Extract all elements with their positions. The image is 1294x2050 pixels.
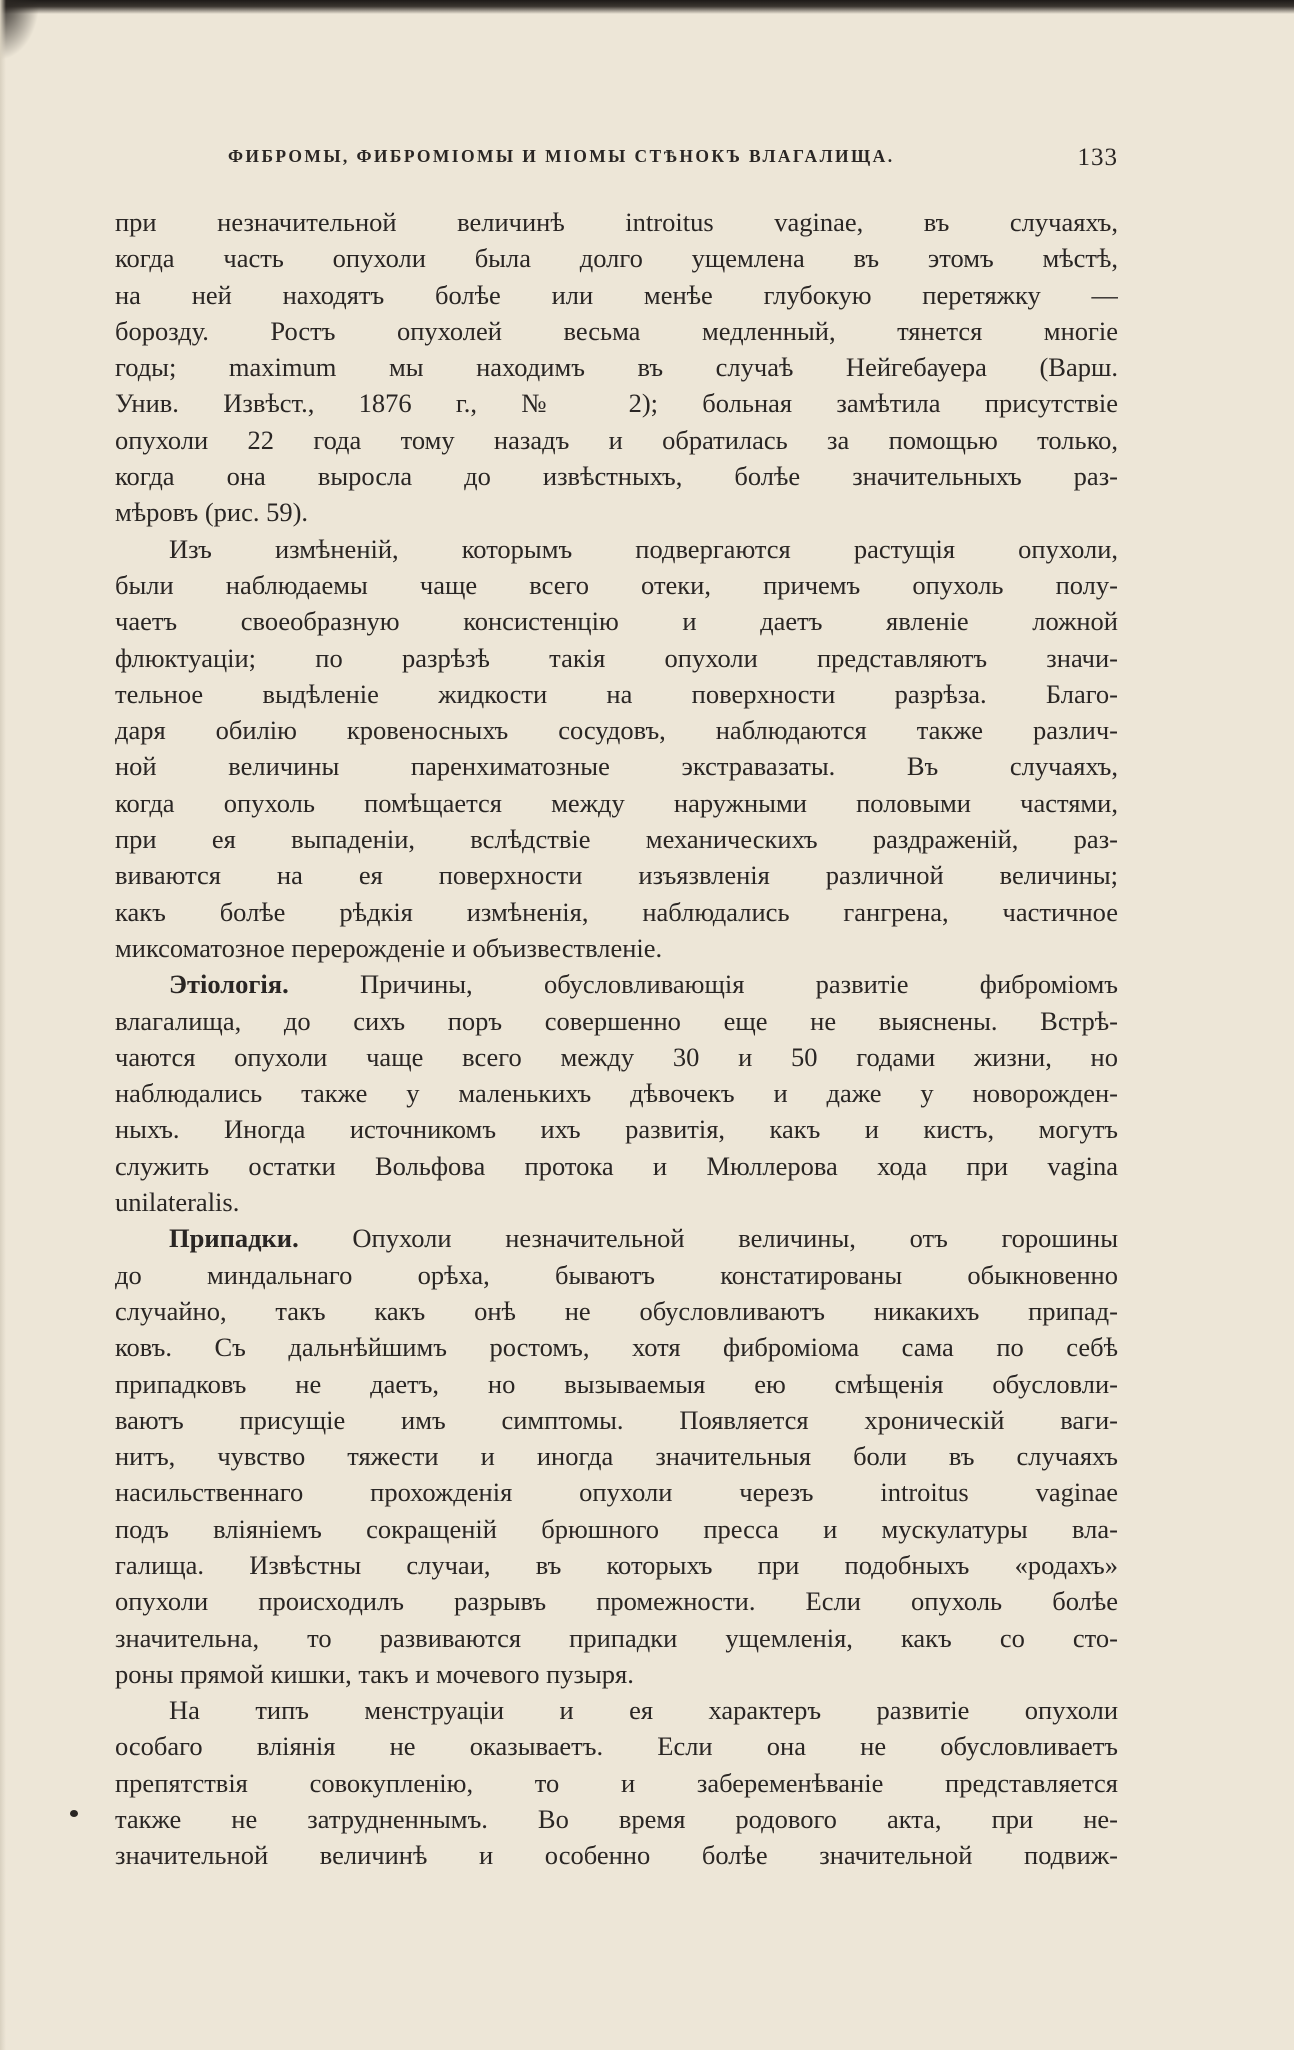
text-line: когда опухоль помѣщается между наружными половыми частями, [115,787,1118,818]
text-line: случайно, такъ какъ онѣ не обусловливаютъ никакихъ припад- [115,1295,1118,1326]
text-line: галища. Извѣстны случаи, въ которыхъ при подобныхъ «родахъ» [115,1549,1118,1580]
text-line: наблюдались также у маленькихъ дѣвочекъ и даже у новорожден- [115,1078,1118,1109]
text-line: борозду. Ростъ опухолей весьма медленный, тянется многіе [115,315,1118,346]
text-line: подъ вліяніемъ сокращеній брюшного пресса и мускулатуры вла- [115,1513,1118,1544]
text-line: миксоматозное перерожденіе и объизвествленіе. [115,932,663,963]
text-line: когда часть опухоли была долго ущемлена въ этомъ мѣстѣ, [115,243,1118,274]
page-corner-shadow [0,0,40,60]
text-line: припадковъ не даетъ, но вызываемыя ею смѣщенія обусловли- [115,1368,1118,1399]
text-line [115,1220,1118,1256]
text-line: значительна, то развиваются припадки ущемленія, какъ со сто- [115,1622,1118,1653]
page-number: 133 [1077,144,1118,171]
text-line: чаются опухоли чаще всего между 30 и 50 годами жизни, но [115,1041,1118,1072]
text-line: когда она выросла до извѣстныхъ, болѣе значительныхъ раз- [115,461,1118,492]
text-line: ваютъ присущіе имъ симптомы. Появляется хроническій ваги- [115,1404,1118,1435]
text-line: также не затрудненнымъ. Во время родового акта, при не- [115,1804,1118,1835]
text-line: на ней находятъ болѣе или менѣе глубокую перетяжку — [115,279,1118,310]
text-line: Унив. Извѣст., 1876 г., № 2); больная замѣтила присутствіе [115,388,1118,419]
running-title: ФИБРОМЫ, ФИБРОМІОМЫ И МІОМЫ СТѢНОКЪ ВЛАГАЛИЩА. [228,146,895,166]
text-line: какъ болѣе рѣдкія измѣненія, наблюдались гангрена, частичное [115,896,1118,927]
text-line: были наблюдаемы чаще всего отеки, причемъ опухоль полу- [115,569,1118,600]
text-line: ковъ. Съ дальнѣйшимъ ростомъ, хотя фиброміома сама по себѣ [115,1332,1118,1363]
text-line: значительной величинѣ и особенно болѣе значительной подвиж- [115,1840,1118,1871]
text-line: тельное выдѣленіе жидкости на поверхности разрѣза. Благо- [115,678,1118,709]
text-line: при незначительной величинѣ introitus vaginae, въ случаяхъ, [115,207,1118,237]
text-line: опухоли 22 года тому назадъ и обратилась за помощью только, [115,424,1118,455]
text-line: служить остатки Вольфова протока и Мюллерова хода при vagina [115,1150,1118,1181]
text-line: насильственнаго прохожденія опухоли черезъ introitus vaginae [115,1477,1118,1508]
text-line: при ея выпаденіи, вслѣдствіе механическихъ раздраженій, раз- [115,824,1118,855]
text-line: роны прямой кишки, такъ и мочевого пузыря. [115,1658,634,1689]
text-line: unilateralis. [115,1187,240,1218]
running-head [228,144,1118,178]
text-line: чаетъ своеобразную консистенцію и даетъ явленіе ложной [115,606,1118,637]
text-line: Изъ измѣненій, которымъ подвергаются растущія опухоли, [169,533,1118,564]
text-line: особаго вліянія не оказываетъ. Если она не обусловливаетъ [115,1731,1118,1762]
text-line: до миндальнаго орѣха, бываютъ констатированы обыкновенно [115,1259,1118,1290]
text-line: нитъ, чувство тяжести и иногда значительныя боли въ случаяхъ [115,1441,1118,1472]
text-line: опухоли происходилъ разрывъ промежности. Если опухоль болѣе [115,1586,1118,1617]
text-line: ной величины паренхиматозные экстравазаты. Въ случаяхъ, [115,751,1118,782]
section-heading-etiology: Этіологія. [169,969,289,1000]
section-heading-symptoms: Припадки. [169,1223,299,1254]
text-line: влагалища, до сихъ поръ совершенно еще не выяснены. Встрѣ- [115,1005,1118,1036]
text-line: препятствія совокупленію, то и забеременѣваніе представляется [115,1767,1118,1798]
page-top-edge-shadow [0,0,1294,14]
text-line-rest: Опухоли незначительной величины, отъ горошины [298,1223,1118,1254]
text-line: мѣровъ (рис. 59). [115,497,309,528]
body-text [115,204,1118,1874]
text-line: виваются на ея поверхности изъязвленія различной величины; [115,860,1118,891]
page-left-edge [0,0,6,2050]
text-line: ныхъ. Иногда источникомъ ихъ развитія, какъ и кистъ, могутъ [115,1114,1118,1145]
margin-mark [70,1810,78,1817]
text-line-rest: Причины, обусловливающія развитіе фиброміомъ [288,969,1118,1000]
text-line: На типъ менструаціи и ея характеръ развитіе опухоли [169,1695,1118,1726]
text-line: флюктуаціи; по разрѣзѣ такія опухоли представляютъ значи- [115,642,1118,673]
text-line [115,966,1118,1002]
text-line: даря обилію кровеносныхъ сосудовъ, наблюдаются также различ- [115,715,1118,746]
text-line: годы; maximum мы находимъ въ случаѣ Нейгебауера (Варш. [115,352,1118,383]
